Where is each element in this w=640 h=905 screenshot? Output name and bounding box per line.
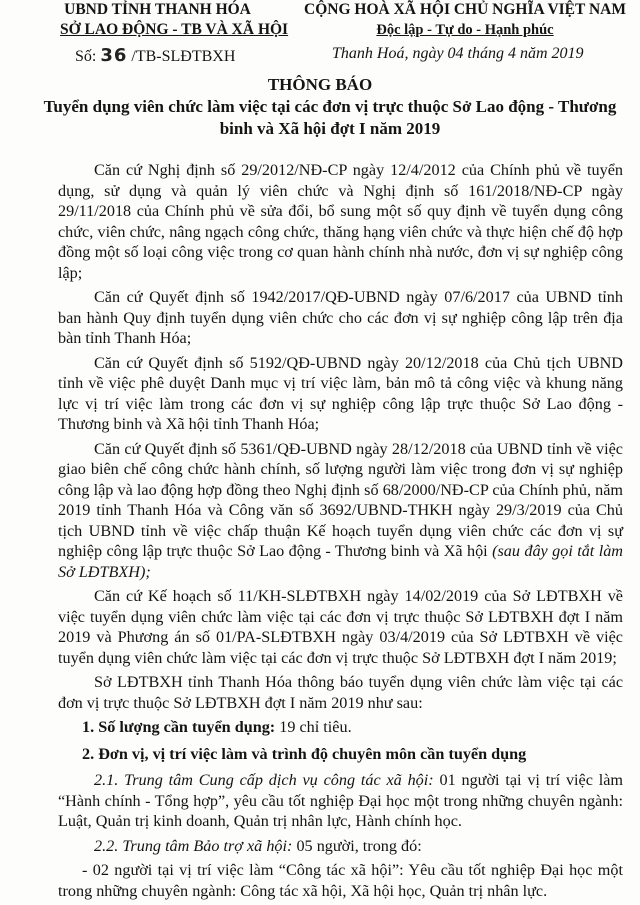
national-motto: Độc lập - Tự do - Hạnh phúc bbox=[376, 22, 554, 38]
doc-number-prefix: Số: bbox=[75, 48, 97, 65]
agency-header bbox=[60, 0, 289, 40]
subsection-2-1 bbox=[58, 770, 623, 832]
paragraph-text: Căn cứ Quyết định số 5361/QĐ-UBND ngày 28/12/2018 của UBND tỉnh về việc giao biên chế công chức hành chính, số lượng người làm việc trong đơn vị sự nghiệp công lập và lao động hợp đồng theo Nghị định số 68/2000/NĐ-CP của Chính phủ, năm 2019 tỉnh Thanh Hóa và Công văn số 3692/UBND-THKH ngày 29/3/2019 của Chủ tịch UBND tỉnh về việc chấp thuận Kế hoạch tuyển dụng viên chức các đơn vị sự nghiệp công lập trực thuộc Sở Lao động - Thương binh và Xã hội bbox=[58, 439, 623, 560]
doc-number-suffix: /TB-SLĐTBXH bbox=[131, 48, 236, 65]
document-subtitle: Tuyển dụng viên chức làm việc tại các đơn vị trực thuộc Sở Lao động - Thương binh và Xã hội đợt I năm 2019 bbox=[43, 97, 617, 138]
national-header bbox=[300, 0, 630, 40]
subsection-text: 01 người tại vị trí việc làm “Hành chính - Tổng hợp”, yêu cầu tốt nghiệp Đại học một trong những chuyên ngành: Luật, Quản trị kinh doanh, Quản trị nhân lực, Hành chính học. bbox=[58, 771, 623, 830]
section-1-heading bbox=[58, 717, 623, 738]
paragraph bbox=[58, 439, 623, 583]
subsection-title: 2.2. Trung tâm Bảo trợ xã hội: bbox=[94, 836, 293, 855]
subsection-text: 05 người, trong đó: bbox=[296, 836, 422, 855]
paragraph-italic: (sau đây gọi tắt làm Sở LĐTBXH); bbox=[58, 542, 623, 581]
national-title: CỘNG HOÀ XÃ HỘI CHỦ NGHĨA VIỆT NAM bbox=[304, 1, 626, 18]
doc-number-handwritten: 36 bbox=[100, 45, 128, 66]
document-title: THÔNG BÁO bbox=[267, 75, 373, 94]
paragraph: Căn cứ Quyết định số 5192/QĐ-UBND ngày 20/12/2018 của Chủ tịch UBND tỉnh về việc phê duyệt Danh mục vị trí việc làm, bản mô tả công việc và khung năng lực vị trí việc làm trong các đơn vị sự nghiệp công lập trực thuộc Sở Lao động - Thương binh và Xã hội tỉnh Thanh Hóa; bbox=[58, 353, 623, 433]
section-2-heading: 2. Đơn vị, vị trí việc làm và trình độ chuyên môn cần tuyển dụng bbox=[82, 744, 527, 763]
document-number bbox=[75, 45, 235, 66]
subsection-title: 2.1. Trung tâm Cung cấp dịch vụ công tác xã hội: bbox=[94, 771, 434, 789]
document-body bbox=[58, 160, 623, 905]
list-item: - 02 người tại vị trí việc làm “Công tác xã hội”: Yêu cầu tốt nghiệp Đại học một trong những chuyên ngành: Công tác xã hội, Xã hội học, Quản trị nhân lực. bbox=[58, 861, 623, 900]
section-heading-value: 19 chỉ tiêu. bbox=[279, 718, 352, 736]
agency-line-2: SỞ LAO ĐỘNG - TB VÀ XÃ HỘI bbox=[60, 21, 289, 38]
place-date: Thanh Hoá, ngày 04 tháng 4 năm 2019 bbox=[332, 45, 584, 62]
section-heading-label: 1. Số lượng cần tuyển dụng: bbox=[82, 718, 276, 736]
agency-line-1: UBND TỈNH THANH HÓA bbox=[64, 1, 251, 18]
paragraph: Sở LĐTBXH tỉnh Thanh Hóa thông báo tuyển dụng viên chức làm việc tại các đơn vị trực thuộc Sở LĐTBXH đợt I năm 2019 như sau: bbox=[58, 673, 623, 712]
paragraph: Căn cứ Kế hoạch số 11/KH-SLĐTBXH ngày 14/02/2019 của Sở LĐTBXH về việc tuyển dụng viên chức làm việc tại các đơn vị trực thuộc Sở LĐTBXH đợt I năm 2019 và Phương án số 01/PA-SLĐTBXH ngày 03/4/2019 của Sở LĐTBXH về việc tuyển dụng viên chức làm việc tại các đơn vị trực thuộc Sở LĐTBXH đợt I năm 2019; bbox=[58, 587, 623, 667]
paragraph: Căn cứ Nghị định số 29/2012/NĐ-CP ngày 12/4/2012 của Chính phủ về tuyển dụng, sử dụng và quản lý viên chức và Nghị định số 161/2018/NĐ-CP ngày 29/11/2018 của Chính phủ về sửa đổi, bổ sung một số quy định về tuyển dụng công chức, viên chức, nâng ngạch công chức, thăng hạng viên chức và thực hiện chế độ hợp đồng một số loại công việc trong cơ quan hành chính nhà nước, đơn vị sự nghiệp công lập; bbox=[58, 161, 623, 282]
paragraph: Căn cứ Quyết định số 1942/2017/QĐ-UBND ngày 07/6/2017 của UBND tỉnh ban hành Quy định tuyển dụng viên chức cho các đơn vị sự nghiệp công lập trên địa bàn tỉnh Thanh Hóa; bbox=[58, 288, 623, 347]
subsection-2-2 bbox=[58, 836, 623, 857]
